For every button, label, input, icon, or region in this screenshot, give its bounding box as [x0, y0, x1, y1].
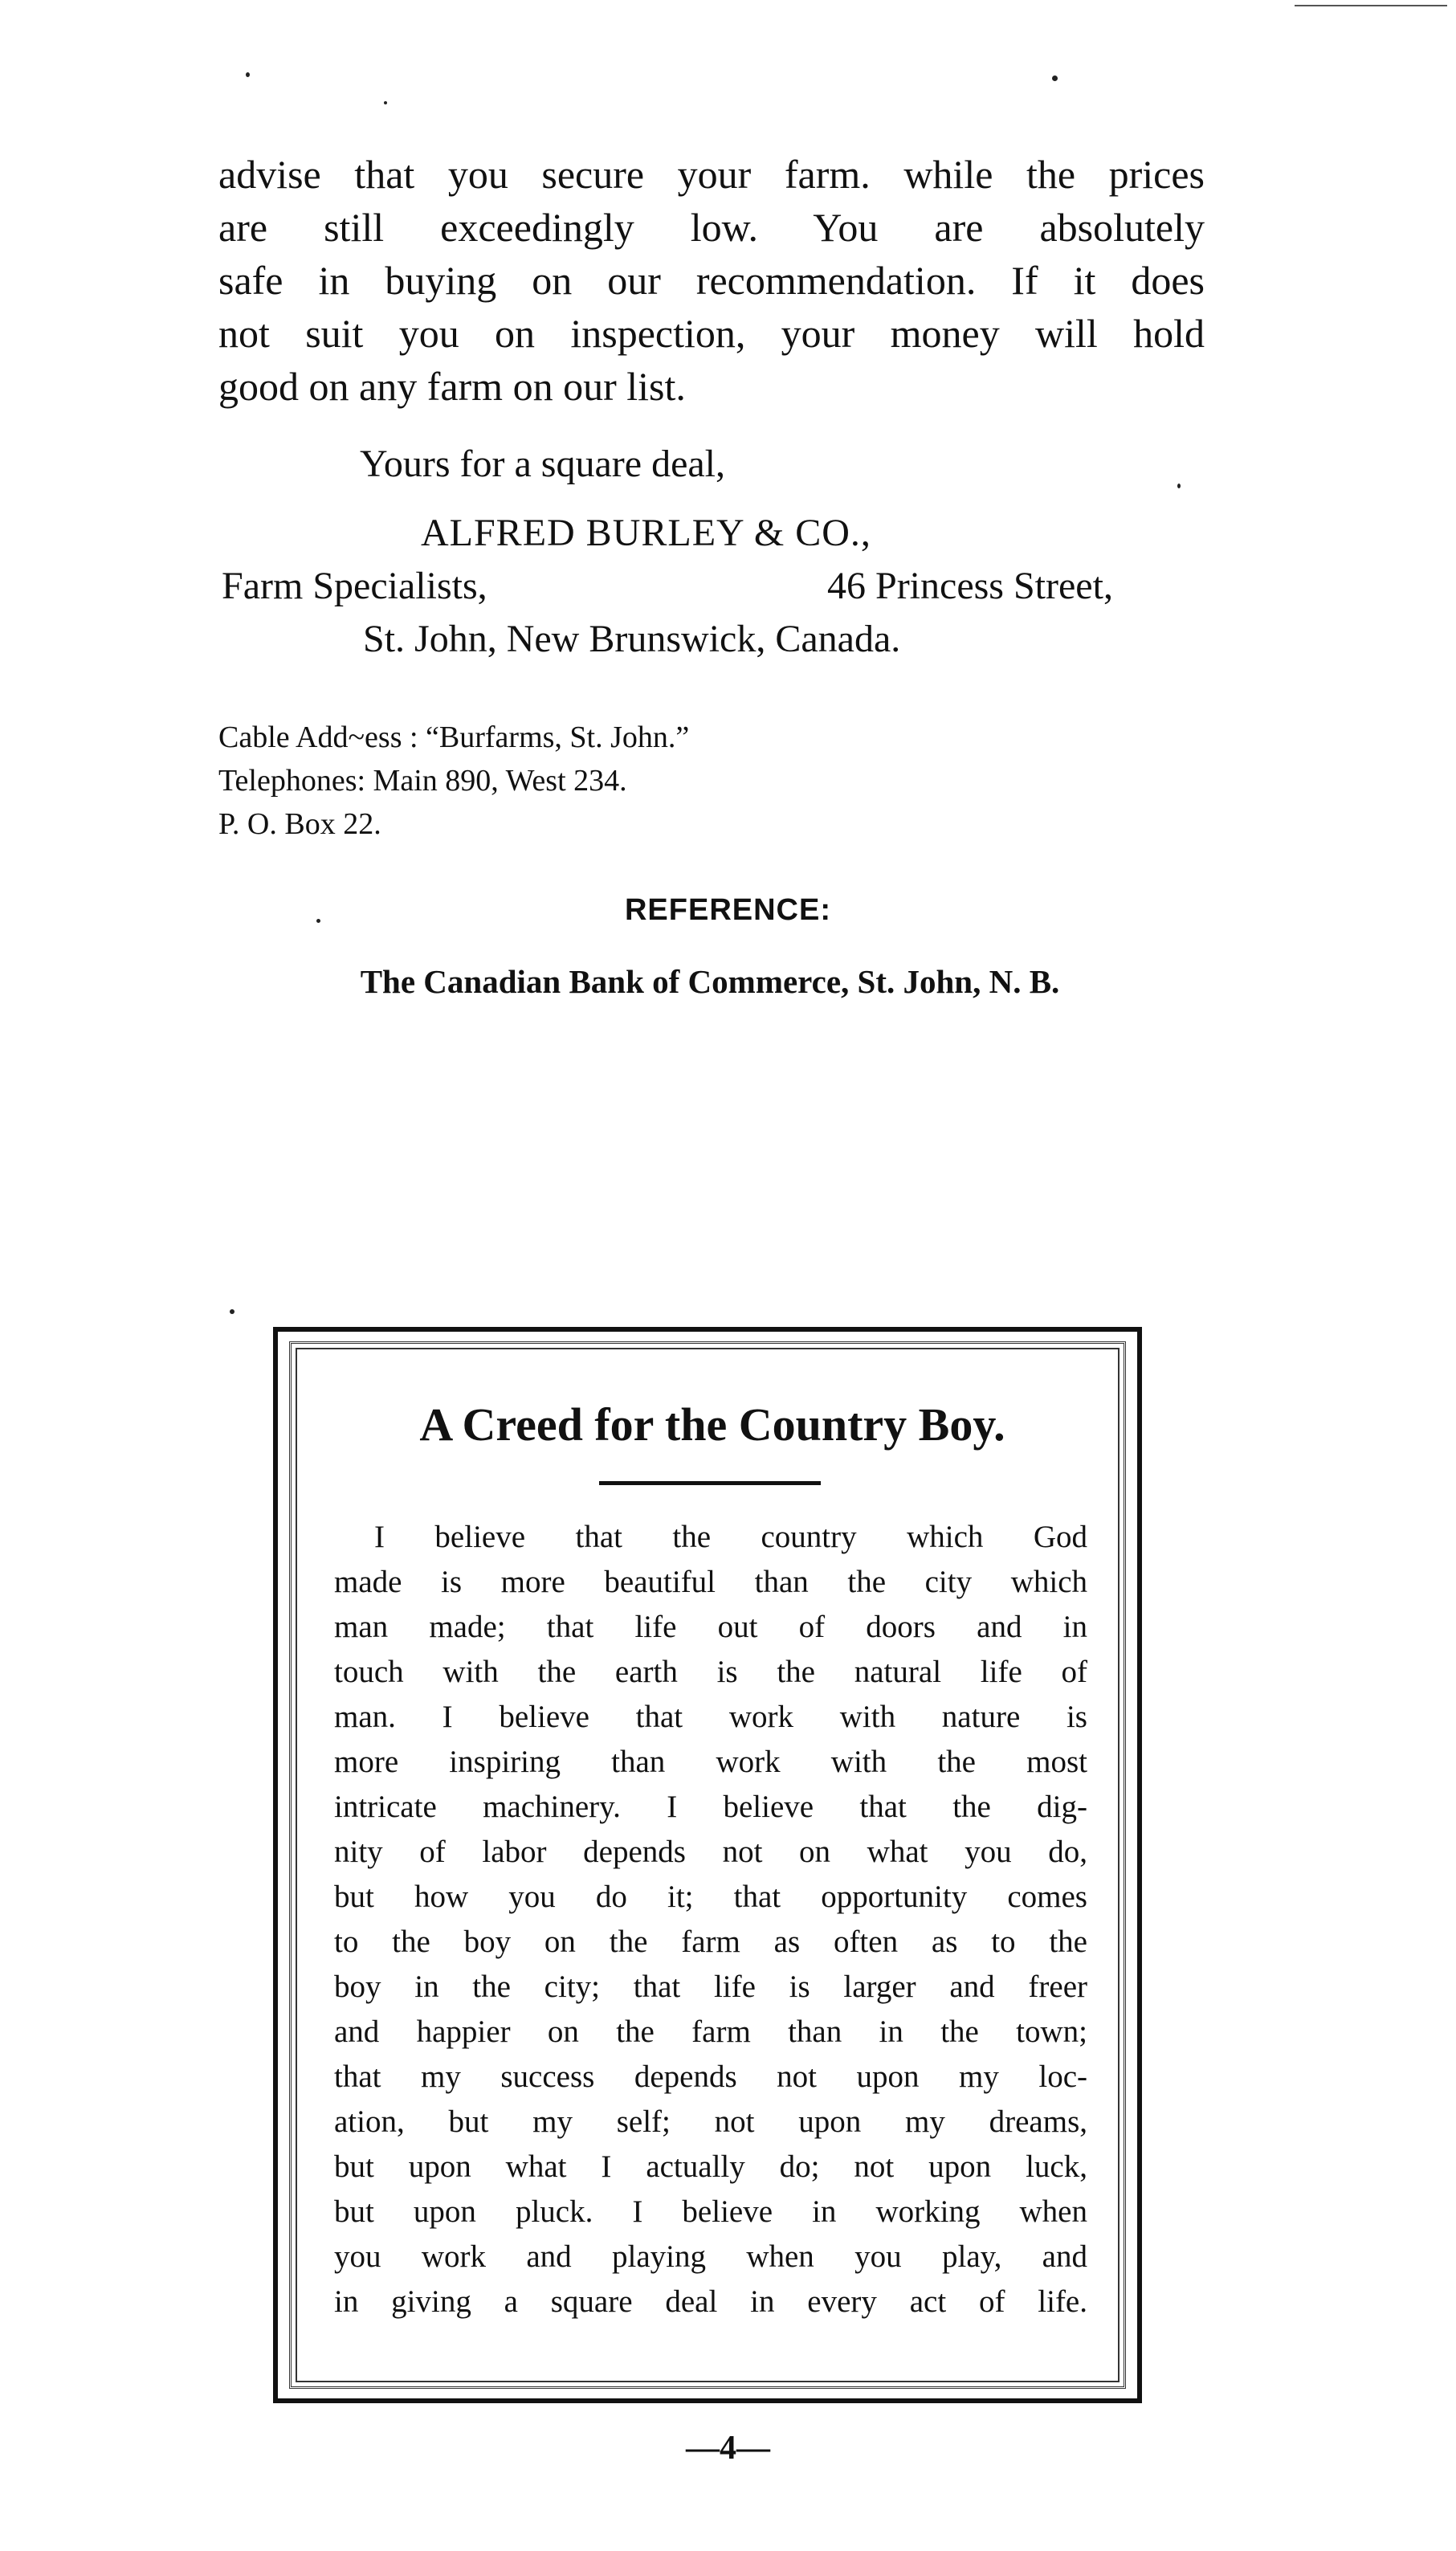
- intro-line: good on any farm on our list.: [218, 364, 686, 409]
- creed-line: more inspiring than work with the most: [334, 1745, 1087, 1779]
- creed-title: A Creed for the Country Boy.: [419, 1398, 1005, 1451]
- creed-line: but how you do it; that opportunity comes: [334, 1880, 1087, 1914]
- print-speck: [230, 1309, 235, 1314]
- creed-line: ation, but my self; not upon my dreams,: [334, 2104, 1087, 2139]
- creed-line: made is more beautiful than the city which: [334, 1565, 1087, 1599]
- intro-line: advise that you secure your farm. while the prices: [218, 152, 1205, 197]
- creed-line: but upon pluck. I believe in working when: [334, 2194, 1087, 2229]
- creed-line: in giving a square deal in every act of life.: [334, 2284, 1087, 2319]
- telephones: Telephones: Main 890, West 234.: [218, 764, 627, 798]
- cable-address: Cable Add~ess : “Burfarms, St. John.”: [218, 720, 690, 754]
- creed-line: boy in the city; that life is larger and freer: [334, 1969, 1087, 2004]
- city-address: St. John, New Brunswick, Canada.: [363, 618, 901, 660]
- creed-frame: [273, 1327, 1142, 2403]
- print-speck: [246, 72, 250, 77]
- intro-line: are still exceedingly low. You are absolutely: [218, 205, 1205, 250]
- creed-line: nity of labor depends not on what you do,: [334, 1835, 1087, 1869]
- creed-line: man. I believe that work with nature is: [334, 1700, 1087, 1734]
- print-speck: [1052, 76, 1058, 81]
- creed-line: I believe that the country which God: [374, 1520, 1087, 1554]
- print-speck: [384, 101, 387, 104]
- reference-text: The Canadian Bank of Commerce, St. John, N. B.: [360, 963, 1060, 1000]
- creed-line: man made; that life out of doors and in: [334, 1610, 1087, 1644]
- creed-line: to the boy on the farm as often as to the: [334, 1924, 1087, 1959]
- creed-line: you work and playing when you play, and: [334, 2239, 1087, 2274]
- print-speck: [1177, 484, 1181, 488]
- title-rule: [599, 1481, 821, 1485]
- street-address: 46 Princess Street,: [827, 565, 1113, 607]
- creed-line: and happier on the farm than in the town;: [334, 2014, 1087, 2049]
- po-box: P. O. Box 22.: [218, 807, 381, 841]
- creed-line: touch with the earth is the natural life of: [334, 1655, 1087, 1689]
- page-number: —4—: [686, 2430, 770, 2467]
- creed-line: intricate machinery. I believe that the dig-: [334, 1790, 1087, 1824]
- creed-line: that my success depends not upon my loc-: [334, 2059, 1087, 2094]
- signoff-closing: Yours for a square deal,: [360, 443, 726, 485]
- intro-line: safe in buying on our recommendation. If it does: [218, 258, 1205, 303]
- reference-heading: REFERENCE:: [624, 893, 832, 927]
- company-name: ALFRED BURLEY & CO.,: [421, 512, 871, 554]
- corner-rule: [1295, 5, 1447, 6]
- intro-line: not suit you on inspection, your money will hold: [218, 311, 1205, 356]
- company-role: Farm Specialists,: [222, 565, 487, 607]
- creed-line: but upon what I actually do; not upon luck,: [334, 2149, 1087, 2184]
